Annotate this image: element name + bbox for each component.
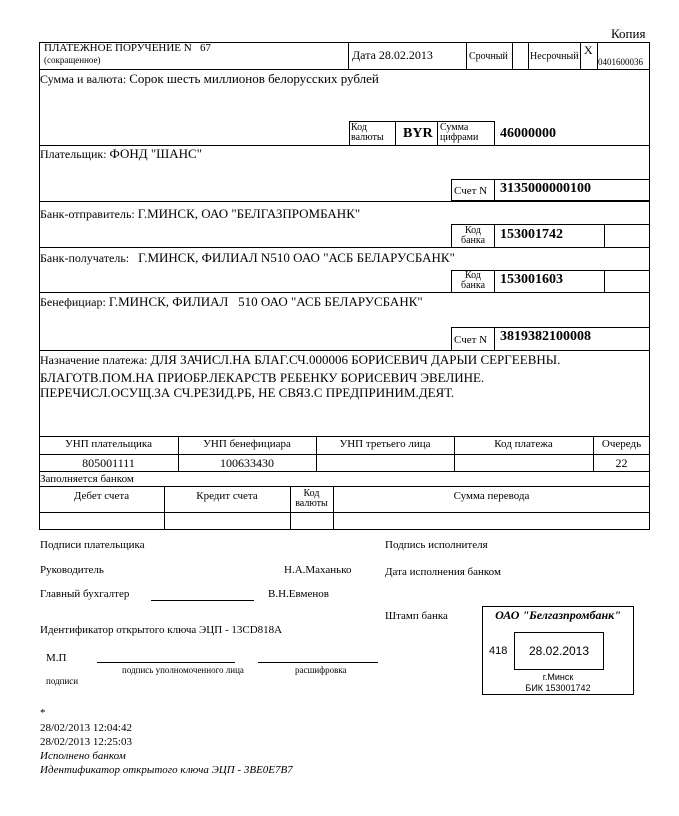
currency-code-label	[351, 123, 384, 143]
divider	[451, 327, 452, 350]
divider	[494, 179, 495, 201]
bank-fill-label: Заполняется банком	[40, 473, 134, 485]
unp-beneficiary-header: УНП бенефициара	[203, 438, 291, 450]
payer-account: 3135000000100	[500, 181, 591, 196]
stamp-date: 28.02.2013	[528, 644, 590, 658]
bank-currency-code-line2: валюты	[295, 498, 328, 509]
beneficiary-account: 3819382100008	[500, 329, 591, 344]
sender-bank-code-label	[455, 226, 491, 246]
chief-accountant-signature-line	[151, 600, 254, 601]
copy-label: Копия	[611, 26, 646, 41]
divider	[39, 350, 650, 351]
currency-code-label-line1: Код	[351, 122, 367, 133]
payment-purpose-line1: ДЛЯ ЗАЧИСЛ.НА БЛАГ.СЧ.000006 БОРИСЕВИЧ ДАРЫИ СЕРГЕЕВНЫ.	[150, 352, 561, 367]
order-number: 67	[199, 42, 211, 54]
currency-value: BYR	[403, 126, 433, 141]
beneficiary	[40, 294, 423, 310]
amount-figures-label	[440, 123, 478, 143]
footer-asterisk: *	[40, 707, 46, 719]
amount-words-value: Сорок шесть миллионов белорусских рублей	[129, 71, 379, 86]
sender-bank	[40, 206, 360, 222]
divider	[39, 247, 650, 248]
divider	[39, 486, 650, 487]
divider	[451, 270, 452, 292]
amount-figures-label-line1: Сумма	[440, 122, 469, 133]
stamp-place-sub: подписи	[46, 676, 79, 686]
divider	[39, 201, 650, 202]
divider	[395, 121, 396, 145]
divider	[466, 42, 467, 69]
sender-bank-code-label-line1: Код	[465, 225, 481, 236]
receiver-bank	[40, 250, 455, 266]
receiver-bank-code: 153001603	[500, 272, 563, 287]
payment-code-header: Код платежа	[494, 438, 553, 450]
stamp-city: г.Минск	[542, 672, 574, 682]
amount-words-label: Сумма и валюта:	[40, 72, 127, 86]
divider	[604, 224, 605, 247]
currency-code-label-line2: валюты	[351, 132, 384, 143]
divider	[494, 270, 495, 292]
debit-header: Дебет счета	[73, 490, 130, 502]
divider	[512, 42, 513, 69]
decoding-line	[258, 662, 378, 663]
sender-bank-code: 153001742	[500, 227, 563, 242]
divider	[39, 292, 650, 293]
head-name: Н.А.Маханько	[284, 564, 352, 576]
payment-purpose-line3: ПЕРЕЧИСЛ.ОСУЩ.ЗА СЧ.РЕЗИД.РБ, НЕ СВЯЗ.С ПРЕДПРИНИМ.ДЕЯТ.	[40, 385, 455, 400]
order-date: Дата 28.02.2013	[352, 48, 433, 62]
unp-third-party-header: УНП третьего лица	[339, 438, 431, 450]
priority-value: 22	[615, 456, 628, 470]
order-title-label: ПЛАТЕЖНОЕ ПОРУЧЕНИЕ N	[44, 42, 192, 54]
divider	[451, 327, 650, 328]
divider	[451, 224, 452, 247]
divider	[604, 270, 605, 292]
beneficiary-label: Бенефициар:	[40, 295, 106, 309]
divider	[349, 121, 494, 122]
urgent-label: Срочный	[469, 51, 508, 62]
divider	[39, 471, 650, 472]
bank-currency-code-line1: Код	[303, 488, 320, 499]
beneficiary-account-label: Счет N	[454, 334, 488, 346]
payer-signatures: Подписи плательщика	[40, 539, 145, 551]
stamp-bik: БИК 153001742	[525, 683, 591, 693]
payer-name: ФОНД "ШАНС"	[109, 146, 203, 161]
bank-currency-code-header	[290, 489, 333, 509]
stamp-bank-name: ОАО "Белгазпромбанк"	[495, 608, 621, 622]
head-label: Руководитель	[40, 564, 104, 576]
chief-accountant-label: Главный бухгалтер	[40, 588, 130, 600]
divider	[39, 69, 650, 70]
payment-purpose	[40, 352, 560, 368]
payer-label: Плательщик:	[40, 147, 107, 161]
unp-payer-value: 805001111	[82, 456, 135, 470]
timestamp-2: 28/02/2013 12:25:03	[40, 736, 132, 748]
receiver-bank-code-label-line1: Код	[465, 270, 481, 281]
stamp-number: 418	[489, 645, 508, 657]
order-subtitle: (сокращенное)	[44, 55, 101, 65]
credit-header: Кредит счета	[196, 490, 258, 502]
executor-signature: Подпись исполнителя	[385, 539, 488, 551]
priority-header: Очередь	[601, 438, 642, 450]
amount-words	[40, 71, 379, 87]
key-id: Идентификатор открытого ключа ЭЦП - 13CD818A	[40, 624, 283, 636]
divider	[39, 454, 650, 455]
authorized-signature-caption: подпись уполномоченного лица	[122, 665, 244, 675]
executed-by-bank: Исполнено банком	[40, 750, 126, 762]
divider	[348, 42, 349, 69]
receiver-bank-label: Банк-получатель:	[40, 251, 130, 265]
unp-beneficiary-value: 100633430	[220, 456, 274, 470]
divider	[494, 327, 495, 350]
receiver-bank-code-label	[455, 271, 491, 291]
bank-stamp-label: Штамп банка	[385, 610, 448, 622]
receiver-bank-code-label-line2: банка	[460, 280, 486, 291]
non-urgent-mark: X	[584, 43, 593, 57]
chief-accountant-name: В.Н.Евменов	[268, 588, 329, 600]
decoding-caption: расшифровка	[295, 665, 347, 675]
amount-figures: 46000000	[500, 126, 556, 141]
sender-bank-name: Г.МИНСК, ОАО "БЕЛГАЗПРОМБАНК"	[137, 206, 361, 221]
authorized-signature-line	[97, 662, 235, 663]
payment-purpose-line2: БЛАГОТВ.ПОМ.НА ПРИОБР.ЛЕКАРСТВ РЕБЕНКУ БОРИСЕВИЧ ЭВЕЛИНЕ.	[40, 370, 485, 385]
divider	[39, 436, 650, 437]
amount-figures-label-line2: цифрами	[440, 132, 479, 143]
payer	[40, 146, 202, 162]
order-title	[44, 42, 211, 54]
stamp-place: М.П	[46, 652, 67, 664]
divider	[437, 121, 438, 145]
divider	[580, 42, 581, 69]
payer-account-label: Счет N	[454, 185, 488, 197]
footer-key-id: Идентификатор открытого ключа ЭЦП - 3BE0E7B7	[40, 764, 293, 776]
divider	[494, 224, 495, 247]
form-code: 0401600036	[598, 57, 643, 67]
execution-date: Дата исполнения банком	[385, 566, 501, 578]
unp-payer-header: УНП плательщика	[64, 438, 152, 450]
receiver-bank-name: Г.МИНСК, ФИЛИАЛ N510 ОАО "АСБ БЕЛАРУСБАНК"	[138, 250, 455, 265]
payment-purpose-label: Назначение платежа:	[40, 353, 148, 367]
divider	[39, 512, 650, 513]
timestamp-1: 28/02/2013 12:04:42	[40, 722, 132, 734]
divider	[494, 121, 495, 145]
non-urgent-label: Несрочный	[530, 51, 579, 62]
divider	[349, 121, 350, 145]
sender-bank-label: Банк-отправитель:	[40, 207, 135, 221]
divider	[528, 42, 529, 69]
sender-bank-code-label-line2: банка	[460, 235, 486, 246]
beneficiary-name: Г.МИНСК, ФИЛИАЛ 510 ОАО "АСБ БЕЛАРУСБАНК"	[108, 294, 423, 309]
transfer-amount-header: Сумма перевода	[453, 490, 530, 502]
